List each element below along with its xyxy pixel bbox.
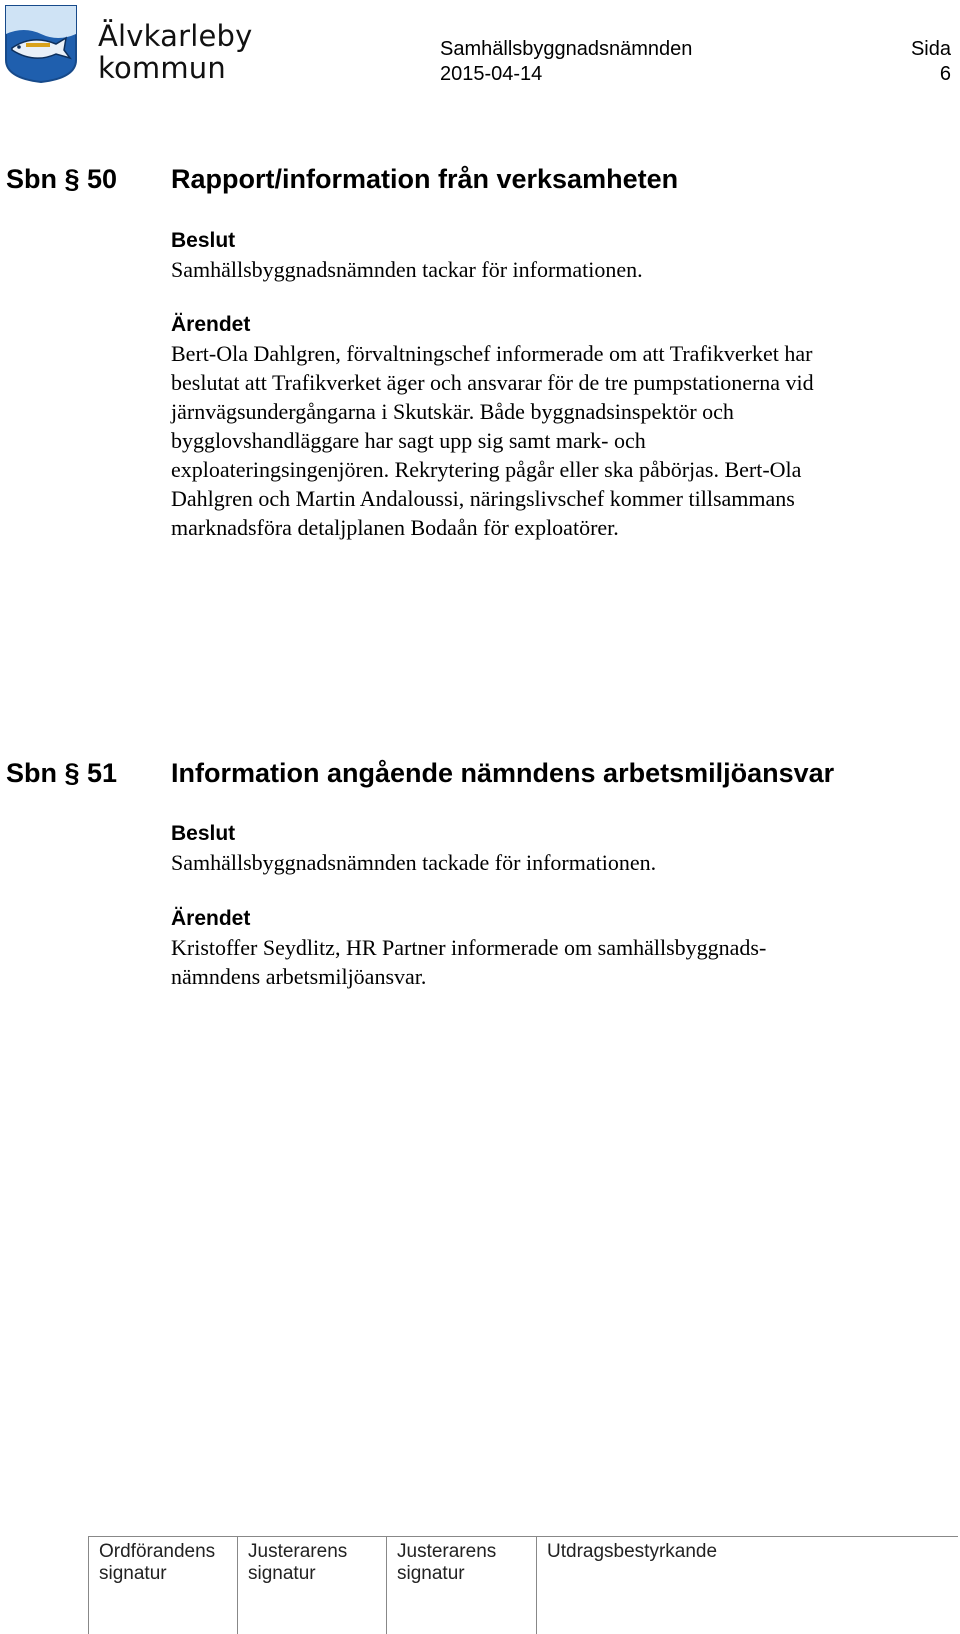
decision-line: Samhällsbyggnadsnämnden tackade för informationen. xyxy=(171,850,657,875)
decision-text xyxy=(171,255,931,284)
signature-cell-adjuster-1 xyxy=(237,1537,386,1634)
matter-label: Ärendet xyxy=(171,907,251,930)
section-title: Information angående nämndens arbetsmiljöansvar xyxy=(171,758,835,788)
section-number: Sbn § 50 xyxy=(6,164,118,194)
matter-text xyxy=(171,339,931,542)
matter-line: Dahlgren och Martin Andaloussi, näringslivschef kommer tillsammans xyxy=(171,486,795,511)
section-decision xyxy=(171,227,931,284)
logo-line-2: kommun xyxy=(98,51,226,85)
municipality-coat-of-arms xyxy=(4,4,78,84)
matter-line: Kristoffer Seydlitz, HR Partner informerade om samhällsbyggnads- xyxy=(171,935,767,960)
signature-cell-label: Justerarens xyxy=(397,1541,497,1562)
section-title: Rapport/information från verksamheten xyxy=(171,164,679,194)
matter-line: Bert-Ola Dahlgren, förvaltningschef informerade om att Trafikverket har xyxy=(171,341,813,366)
decision-text xyxy=(171,848,931,877)
matter-line: beslutat att Trafikverket äger och ansvarar för de tre pumpstationerna vid xyxy=(171,370,814,395)
signature-cell-sublabel: signatur xyxy=(99,1563,167,1584)
signature-cell-label: Justerarens xyxy=(248,1541,348,1562)
decision-line: Samhällsbyggnadsnämnden tackar för informationen. xyxy=(171,257,643,282)
coat-of-arms-icon xyxy=(4,4,78,84)
signature-cell-chair xyxy=(88,1537,237,1634)
matter-label: Ärendet xyxy=(171,313,251,336)
decision-label: Beslut xyxy=(171,229,236,252)
signature-cell-adjuster-2 xyxy=(386,1537,536,1634)
signature-cell-sublabel: signatur xyxy=(397,1563,465,1584)
header-page-label: Sida xyxy=(910,38,951,60)
section-matter xyxy=(171,905,931,991)
signature-cell-label: Utdragsbestyrkande xyxy=(547,1541,718,1562)
signature-cell-extract-certification xyxy=(536,1537,958,1634)
matter-line: exploateringsingenjören. Rekrytering pågår eller ska påbörjas. Bert-Ola xyxy=(171,457,802,482)
signature-cell-sublabel: signatur xyxy=(248,1563,316,1584)
matter-line: marknadsföra detaljplanen Bodaån för exploatörer. xyxy=(171,515,619,540)
section-number: Sbn § 51 xyxy=(6,758,118,788)
decision-label: Beslut xyxy=(171,822,236,845)
header-committee: Samhällsbyggnadsnämnden xyxy=(440,38,693,60)
logo-line-1: Älvkarleby xyxy=(98,19,253,53)
section-matter xyxy=(171,311,931,542)
section-decision xyxy=(171,820,931,877)
matter-line: nämndens arbetsmiljöansvar. xyxy=(171,964,427,989)
signature-cell-label: Ordförandens xyxy=(99,1541,216,1562)
signature-table xyxy=(88,1536,958,1634)
matter-text xyxy=(171,933,931,991)
municipality-name xyxy=(98,20,253,84)
header-page-number: 6 xyxy=(939,63,951,85)
matter-line: bygglovshandläggare har sagt upp sig samt mark- och xyxy=(171,428,646,453)
matter-line: järnvägsundergångarna i Skutskär. Både byggnadsinspektör och xyxy=(171,399,734,424)
header-date: 2015-04-14 xyxy=(440,63,543,85)
